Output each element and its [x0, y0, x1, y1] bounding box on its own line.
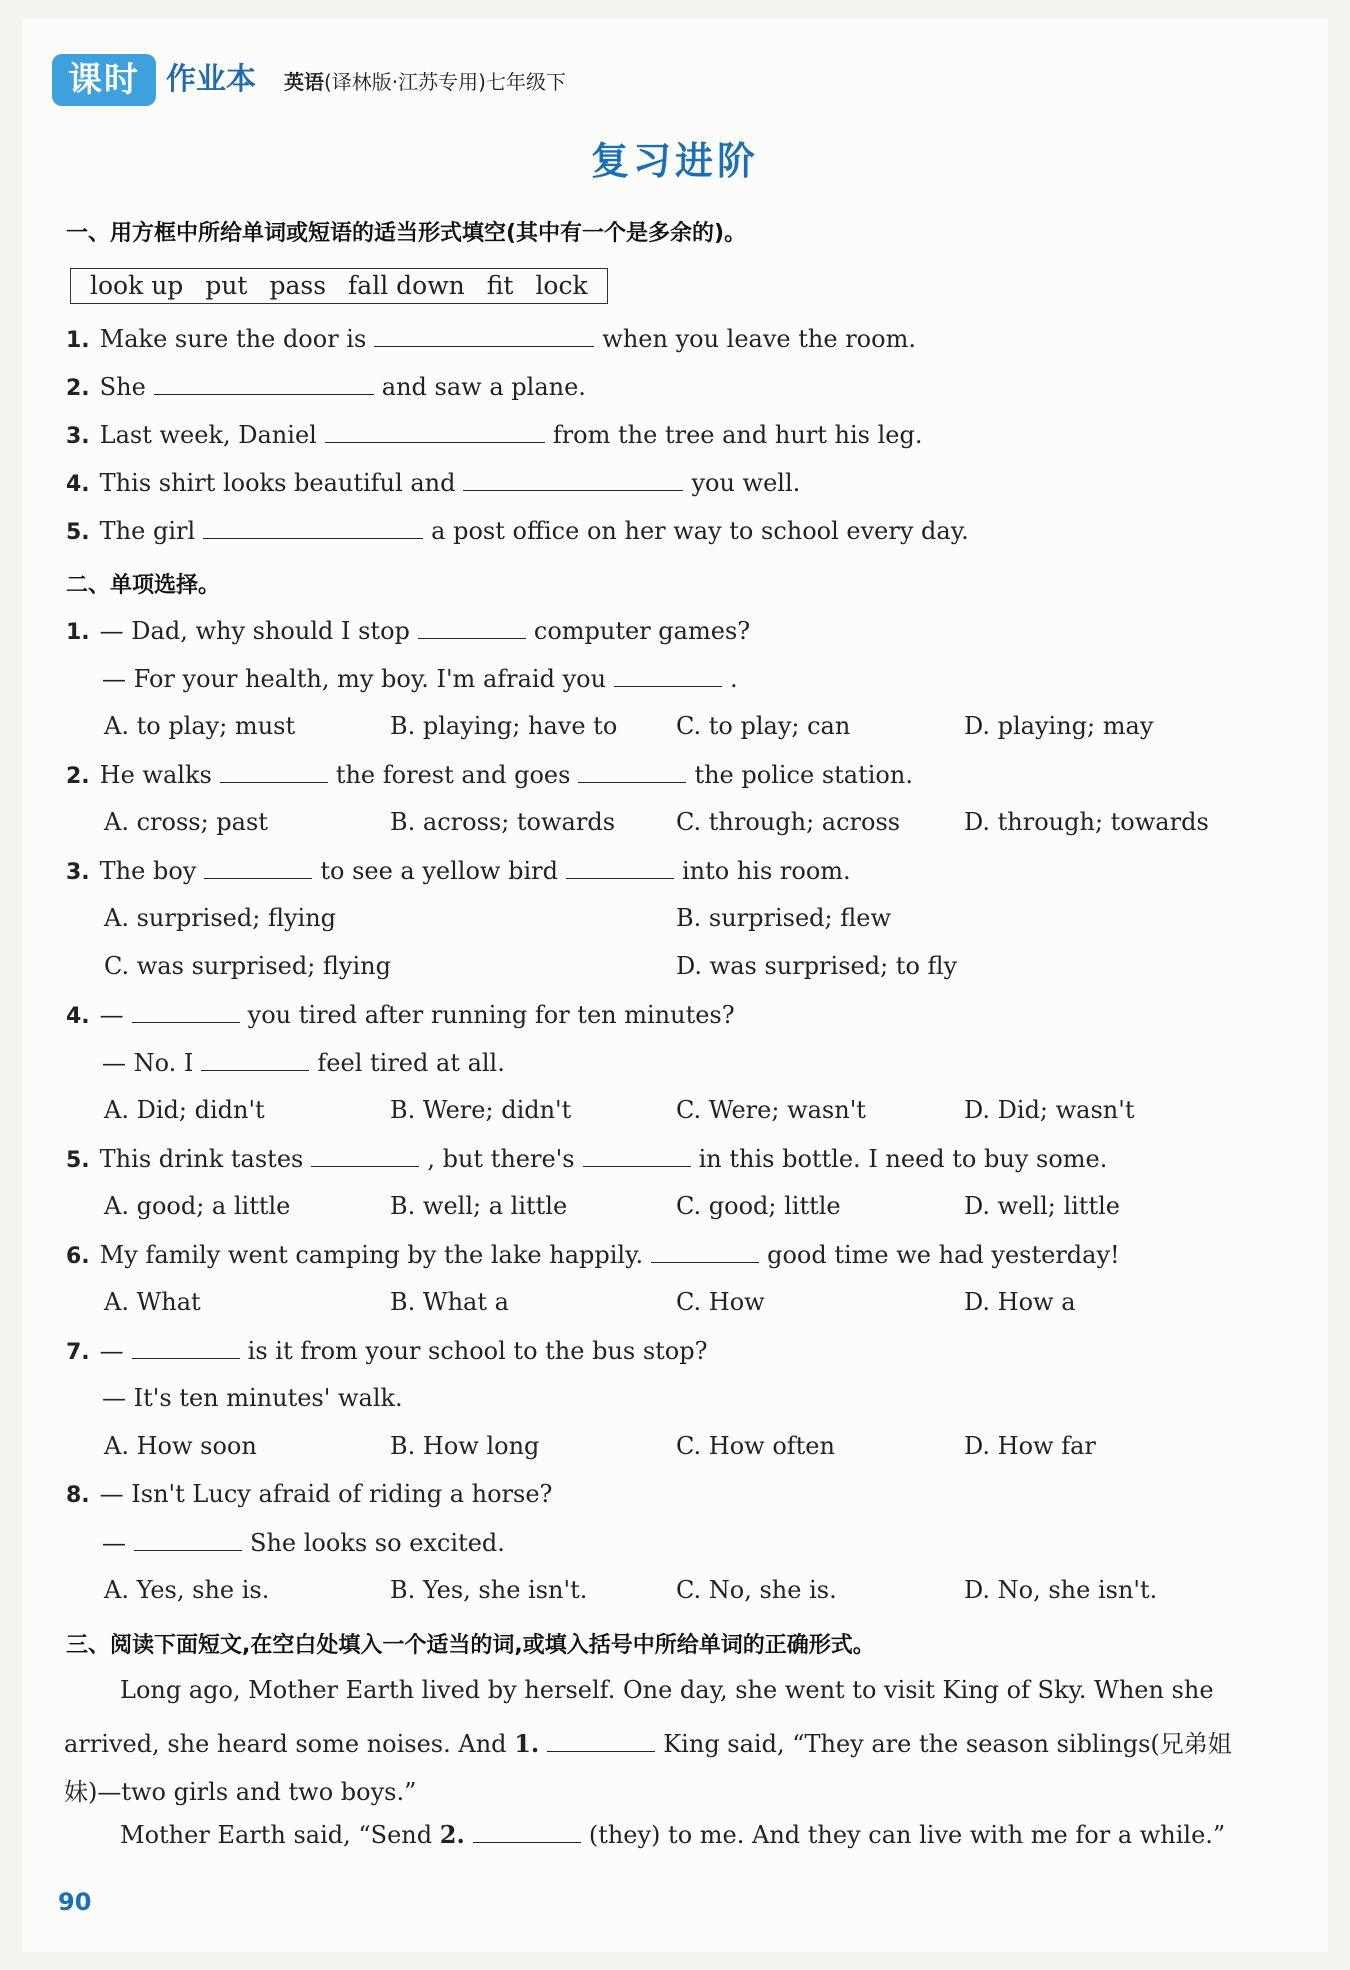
fill-question-5: 5. The girl a post office on her way to school every day.	[66, 517, 969, 545]
blank-number: 1.	[514, 1729, 540, 1758]
word-bank-box	[70, 268, 608, 304]
option-a[interactable]: A. cross; past	[104, 808, 268, 836]
option-b[interactable]: B. Yes, she isn't.	[390, 1576, 588, 1604]
option-d[interactable]: D. through; towards	[964, 808, 1209, 836]
word-bank-item: fit	[486, 271, 514, 300]
answer-blank[interactable]	[374, 324, 594, 347]
passage-line: Mother Earth said, “Send 2. (they) to me. And they can live with me for a while.”	[120, 1820, 1226, 1849]
choice-question-3: 3. The boy to see a yellow bird into his room.	[66, 857, 851, 885]
answer-blank[interactable]	[132, 1336, 240, 1359]
option-c[interactable]: C. How often	[676, 1432, 835, 1460]
option-c[interactable]: C. good; little	[676, 1192, 841, 1220]
option-a[interactable]: A. Did; didn't	[104, 1096, 265, 1124]
choice-question-4: 4. — you tired after running for ten minutes?	[66, 1001, 735, 1029]
answer-blank[interactable]	[473, 1820, 581, 1843]
brand-title: 作业本	[166, 62, 256, 97]
option-d[interactable]: D. was surprised; to fly	[676, 952, 958, 980]
option-a[interactable]: A. Yes, she is.	[104, 1576, 270, 1604]
option-a[interactable]: A. to play; must	[104, 712, 296, 740]
passage-line: Long ago, Mother Earth lived by herself. One day, she went to visit King of Sky. When she	[120, 1676, 1214, 1704]
fill-question-1: 1. Make sure the door is when you leave the room.	[66, 325, 916, 353]
fill-question-3: 3. Last week, Daniel from the tree and hurt his leg.	[66, 421, 923, 449]
word-bank-item: pass	[269, 271, 327, 300]
word-bank-item: put	[205, 271, 248, 300]
answer-blank[interactable]	[463, 468, 683, 491]
answer-blank[interactable]	[566, 856, 674, 879]
option-c[interactable]: C. How	[676, 1288, 765, 1316]
option-b[interactable]: B. playing; have to	[390, 712, 618, 740]
option-c[interactable]: C. No, she is.	[676, 1576, 837, 1604]
edition-info: (译林版·江苏专用)七年级下	[324, 70, 566, 94]
page-title: 复习进阶	[590, 139, 759, 183]
answer-blank[interactable]	[614, 664, 722, 687]
answer-blank[interactable]	[583, 1144, 691, 1167]
choice-question-8: 8. — Isn't Lucy afraid of riding a horse?	[66, 1480, 553, 1508]
fill-question-4: 4. This shirt looks beautiful and you well.	[66, 469, 801, 497]
option-b[interactable]: B. across; towards	[390, 808, 616, 836]
subject-line	[284, 66, 566, 95]
subject-name: 英语	[284, 70, 324, 94]
option-c[interactable]: C. was surprised; flying	[104, 952, 391, 980]
answer-blank[interactable]	[201, 1048, 309, 1071]
option-a[interactable]: A. How soon	[104, 1432, 257, 1460]
fill-question-2: 2. She and saw a plane.	[66, 373, 586, 401]
answer-blank[interactable]	[154, 372, 374, 395]
section1-heading: 一、用方框中所给单词或短语的适当形式填空(其中有一个是多余的)。	[66, 221, 747, 246]
answer-blank[interactable]	[204, 856, 312, 879]
option-d[interactable]: D. How a	[964, 1288, 1076, 1316]
option-d[interactable]: D. No, she isn't.	[964, 1576, 1158, 1604]
answer-blank[interactable]	[651, 1240, 759, 1263]
answer-blank[interactable]	[220, 760, 328, 783]
page-number: 90	[58, 1888, 92, 1916]
section2-heading: 二、单项选择。	[66, 573, 221, 598]
choice-question-1: 1. — Dad, why should I stop computer games?	[66, 617, 751, 645]
answer-blank[interactable]	[578, 760, 686, 783]
answer-blank[interactable]	[203, 516, 423, 539]
option-b[interactable]: B. What a	[390, 1288, 509, 1316]
choice-question-1-line2: — For your health, my boy. I'm afraid you .	[102, 665, 738, 693]
answer-blank[interactable]	[418, 616, 526, 639]
option-c[interactable]: C. Were; wasn't	[676, 1096, 866, 1124]
option-d[interactable]: D. playing; may	[964, 712, 1154, 740]
option-c[interactable]: C. to play; can	[676, 712, 851, 740]
choice-question-2: 2. He walks the forest and goes the police station.	[66, 761, 913, 789]
option-d[interactable]: D. well; little	[964, 1192, 1120, 1220]
worksheet-page	[22, 18, 1328, 1952]
answer-blank[interactable]	[134, 1528, 242, 1551]
brand-logo-badge: 课时	[52, 54, 156, 106]
option-d[interactable]: D. Did; wasn't	[964, 1096, 1135, 1124]
choice-question-4-line2: — No. I feel tired at all.	[102, 1049, 505, 1077]
blank-number: 2.	[439, 1820, 465, 1849]
passage-line: arrived, she heard some noises. And 1. King said, “They are the season siblings(兄弟姐	[64, 1729, 1232, 1758]
answer-blank[interactable]	[311, 1144, 419, 1167]
word-bank-item: lock	[535, 271, 588, 300]
choice-question-7: 7. — is it from your school to the bus stop?	[66, 1337, 708, 1365]
answer-blank[interactable]	[547, 1729, 655, 1752]
option-b[interactable]: B. well; a little	[390, 1192, 568, 1220]
option-a[interactable]: A. What	[104, 1288, 201, 1316]
option-c[interactable]: C. through; across	[676, 808, 901, 836]
word-bank-item: look up	[90, 271, 184, 300]
option-d[interactable]: D. How far	[964, 1432, 1096, 1460]
choice-question-8-line2: — She looks so excited.	[102, 1529, 505, 1557]
option-b[interactable]: B. Were; didn't	[390, 1096, 572, 1124]
option-b[interactable]: B. How long	[390, 1432, 540, 1460]
answer-blank[interactable]	[132, 1000, 240, 1023]
choice-question-5: 5. This drink tastes , but there's in this bottle. I need to buy some.	[66, 1145, 1108, 1173]
answer-blank[interactable]	[325, 420, 545, 443]
section3-heading: 三、阅读下面短文,在空白处填入一个适当的词,或填入括号中所给单词的正确形式。	[66, 1633, 875, 1658]
option-a[interactable]: A. surprised; flying	[104, 904, 337, 932]
option-b[interactable]: B. surprised; flew	[676, 904, 892, 932]
word-bank-item: fall down	[348, 271, 465, 300]
option-a[interactable]: A. good; a little	[104, 1192, 291, 1220]
choice-question-7-line2: — It's ten minutes' walk.	[102, 1384, 403, 1412]
choice-question-6: 6. My family went camping by the lake happily. good time we had yesterday!	[66, 1241, 1120, 1269]
passage-line: 妹)—two girls and two boys.”	[64, 1778, 417, 1806]
